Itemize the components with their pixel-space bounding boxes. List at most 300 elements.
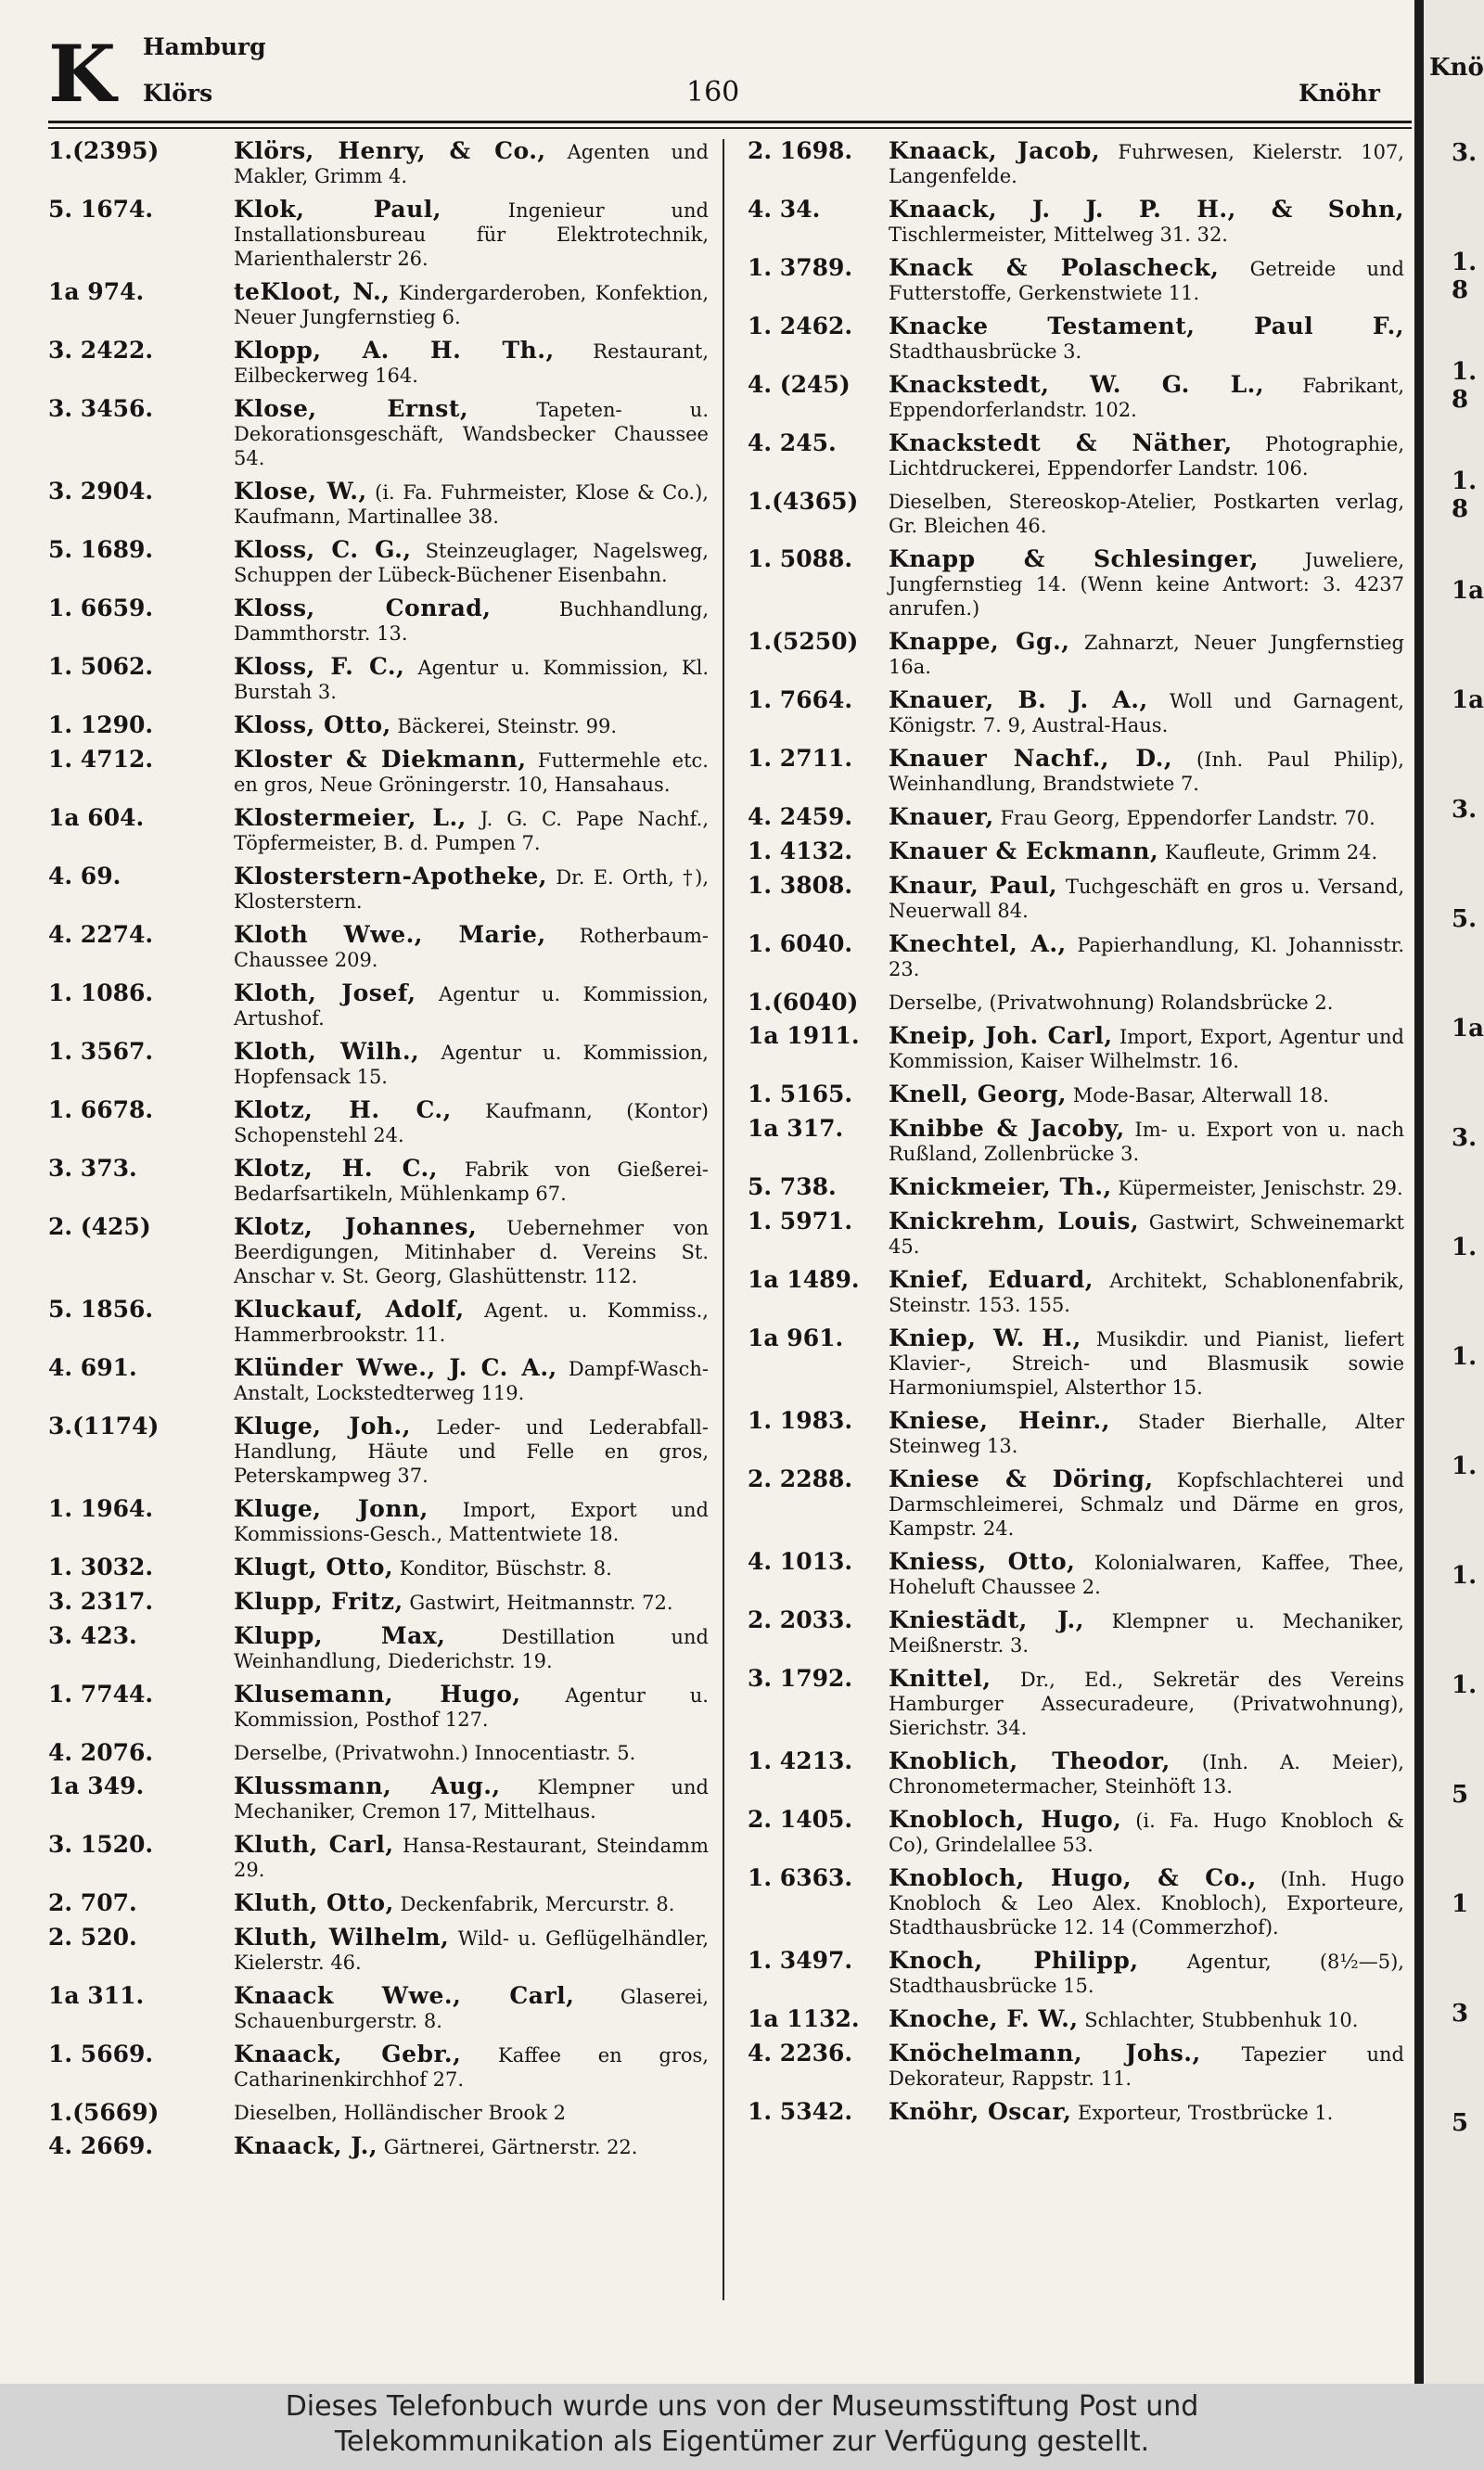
phone-number: 5. 738. (748, 1173, 837, 1200)
subscriber-name: Knobloch, Hugo, (889, 1806, 1122, 1833)
subscriber-name: teKloot, N., (234, 278, 390, 305)
directory-entry (48, 1356, 709, 1405)
phone-number: 1. 5971. (748, 1208, 853, 1235)
adjacent-page-heading: Knö (1429, 54, 1484, 82)
left-column (48, 139, 709, 2169)
directory-entry (48, 655, 709, 704)
subscriber-name: Kluth, Carl, (234, 1831, 394, 1858)
subscriber-name: Knacke Testament, Paul F., (889, 313, 1404, 339)
phone-number: 4. 691. (48, 1354, 137, 1381)
subscriber-details: Tischlermeister, Mittelweg 31. 32. (889, 224, 1228, 246)
phone-number: 4. 2076. (48, 1739, 154, 1766)
subscriber-details: Papierhandlung, Kl. Johannisstr. 23. (889, 934, 1404, 980)
subscriber-name: Knittel, (889, 1665, 991, 1692)
subscriber-details: Wild- u. Geflügelhändler, Kielerstr. 46. (234, 1927, 709, 1974)
phone-number: 1. 5062. (48, 653, 154, 680)
phone-number: 1. 5165. (748, 1081, 853, 1107)
subscriber-details: Klempner u. Mechaniker, Meißnerstr. 3. (889, 1610, 1404, 1657)
subscriber-name: Klostermeier, L., (234, 804, 467, 831)
phone-number: 1. 3808. (748, 872, 853, 899)
phone-number: 2. 1698. (748, 137, 853, 164)
phone-number: 1. 3497. (748, 1947, 853, 1974)
directory-entry (748, 991, 1404, 1015)
phone-number: 5. 1674. (48, 196, 154, 223)
subscriber-details: Musikdir. und Pianist, liefert Klavier-, Streich- und Blasmusik sowie Harmoniumspiel, Alsterthor 15. (889, 1328, 1404, 1399)
directory-entry (748, 1209, 1404, 1259)
adjacent-page-fragment-text: 5 (1452, 2109, 1469, 2137)
subscriber-details: Photographie, Lichtdruckerei, Eppendorfer Landstr. 106. (889, 433, 1404, 480)
subscriber-name: Kneip, Joh. Carl, (889, 1022, 1113, 1049)
subscriber-details: Dampf-Wasch-Anstalt, Lockstedterweg 119. (234, 1358, 709, 1404)
directory-entry (48, 596, 709, 646)
subscriber-name: Kloth, Wilh., (234, 1038, 420, 1065)
subscriber-name: Knoche, F. W., (889, 2005, 1079, 2032)
directory-entry (48, 538, 709, 587)
subscriber-details: Tapeten- u. Dekorationsgeschäft, Wandsbecker Chaussee 54. (234, 399, 709, 469)
directory-entry (748, 1550, 1404, 1599)
subscriber-details: Dieselben, Holländischer Brook 2 (234, 2102, 566, 2124)
last-entry-heading: Knöhr (1298, 80, 1380, 107)
subscriber-name: Klupp, Fritz, (234, 1588, 403, 1615)
subscriber-details: Uebernehmer von Beerdigungen, Mitinhaber d. Vereins St. Anschar v. St. Georg, Glashüttenstr. 112. (234, 1217, 709, 1287)
phone-number: 4. (245) (748, 371, 851, 398)
directory-entry (748, 1082, 1404, 1107)
phone-number: 5. 1689. (48, 536, 154, 563)
subscriber-details: Agent. u. Kommiss., Hammerbrookstr. 11. (234, 1299, 709, 1346)
subscriber-name: Klosterstern-Apotheke, (234, 863, 547, 889)
directory-entry (748, 431, 1404, 480)
phone-number: 1. 6678. (48, 1096, 154, 1123)
phone-number: 1. 4132. (748, 838, 853, 864)
adjacent-page-fragment-text: 1. (1452, 1453, 1478, 1480)
adjacent-page-fragment-text: 1. 8 (1452, 249, 1478, 304)
subscriber-details: Kindergarderoben, Konfektion, Neuer Jungfernstieg 6. (234, 282, 709, 328)
directory-entry (748, 139, 1404, 188)
phone-number: 5. 1856. (48, 1296, 154, 1323)
adjacent-page-fragment-text: 3. (1452, 1124, 1478, 1152)
phone-number: 1. 5669. (48, 2041, 154, 2067)
directory-entry (748, 1024, 1404, 1073)
phone-number: 1a 974. (48, 278, 145, 305)
subscriber-details: Agentur, (8½—5), Stadthausbrücke 15. (889, 1951, 1404, 1997)
subscriber-details: (Inh. Hugo Knobloch & Leo Alex. Knobloch), Exporteure, Stadthausbrücke 12. 14 (Commerzhof). (889, 1868, 1404, 1939)
directory-entry (48, 1414, 709, 1488)
phone-number: 2. (425) (48, 1213, 151, 1240)
subscriber-details: Agentur u. Kommission, Artushof. (234, 983, 709, 1030)
subscriber-details: (Inh. Paul Philip), Weinhandlung, Brandstwiete 7. (889, 749, 1404, 795)
subscriber-details: Gastwirt, Heitmannstr. 72. (409, 1592, 673, 1614)
subscriber-name: Kluge, Jonn, (234, 1495, 429, 1522)
subscriber-name: Knöchelmann, Johs., (889, 2040, 1201, 2067)
phone-number: 1. 1086. (48, 979, 154, 1006)
adjacent-page-fragment-text: 1. (1452, 1234, 1478, 1261)
directory-entry (748, 2100, 1404, 2125)
subscriber-details: Stadthausbrücke 3. (889, 340, 1082, 363)
adjacent-page-fragment-text: 1. (1452, 1562, 1478, 1590)
subscriber-name: Kluge, Joh., (234, 1413, 411, 1440)
subscriber-details: Tuchgeschäft en gros u. Versand, Neuerwall 84. (889, 876, 1404, 922)
adjacent-page-fragment-text: 1. 8 (1452, 467, 1478, 523)
subscriber-name: Knaack Wwe., Carl, (234, 1982, 575, 2009)
phone-number: 1. 3032. (48, 1554, 154, 1581)
subscriber-name: Knackstedt & Näther, (889, 429, 1233, 456)
subscriber-details: Frau Georg, Eppendorfer Landstr. 70. (1000, 807, 1375, 829)
phone-number: 1. 2711. (748, 745, 853, 772)
subscriber-name: Knibbe & Jacoby, (889, 1115, 1125, 1142)
phone-number: 1. 7744. (48, 1681, 154, 1708)
subscriber-details: (i. Fa. Hugo Knobloch & Co), Grindelallee 53. (889, 1810, 1404, 1856)
directory-entry (48, 280, 709, 329)
directory-entry (48, 1215, 709, 1288)
subscriber-name: Kluth, Otto, (234, 1889, 394, 1916)
adjacent-page-fragment-text: 3. (1452, 139, 1478, 167)
subscriber-details: Agentur u. Kommission, Hopfensack 15. (234, 1042, 709, 1088)
subscriber-name: Kniess, Otto, (889, 1548, 1076, 1575)
phone-number: 1. 1290. (48, 711, 154, 738)
directory-entry (48, 1926, 709, 1975)
subscriber-name: Klotz, H. C., (234, 1155, 438, 1182)
subscriber-name: Knoch, Philipp, (889, 1947, 1139, 1974)
directory-entry (748, 1949, 1404, 1998)
phone-number: 1. 3789. (748, 254, 853, 281)
subscriber-name: Kniese, Heinr., (889, 1407, 1110, 1434)
header-rule (48, 121, 1412, 123)
subscriber-details: Buchhandlung, Dammthorstr. 13. (234, 598, 709, 645)
phone-number: 1a 1132. (748, 2005, 860, 2032)
subscriber-details: Juweliere, Jungfernstieg 14. (Wenn keine Antwort: 3. 4237 anrufen.) (889, 549, 1404, 620)
column-divider (723, 139, 724, 2300)
subscriber-details: Import, Export und Kommissions-Gesch., Mattentwiete 18. (234, 1499, 709, 1545)
directory-entry (48, 2101, 709, 2125)
subscriber-details: Dr., Ed., Sekretär des Vereins Hamburger Assecuradeure, (Privatwohnung), Sierichstr. 34. (889, 1669, 1404, 1739)
directory-entry (48, 981, 709, 1030)
subscriber-name: Klok, Paul, (234, 196, 441, 223)
phone-number: 1a 961. (748, 1325, 844, 1351)
directory-entry (748, 2007, 1404, 2032)
subscriber-details: Agentur u. Kommission, Posthof 127. (234, 1684, 709, 1731)
phone-number: 2. 2033. (748, 1606, 853, 1633)
phone-number: 1. 2462. (748, 313, 853, 339)
directory-entry (748, 688, 1404, 737)
directory-entry (48, 1590, 709, 1615)
adjacent-page-fragment-text: 5 (1452, 1781, 1469, 1809)
directory-entry (48, 1157, 709, 1206)
phone-number: 1. 5342. (748, 2098, 853, 2125)
directory-entry (748, 373, 1404, 422)
subscriber-details: Agenten und Makler, Grimm 4. (234, 141, 709, 187)
subscriber-details: Dieselben, Stereoskop-Atelier, Postkarten verlag, Gr. Bleichen 46. (889, 491, 1404, 537)
subscriber-details: Kolonialwaren, Kaffee, Thee, Hoheluft Chaussee 2. (889, 1552, 1404, 1598)
phone-number: 4. 245. (748, 429, 837, 456)
subscriber-details: Futtermehle etc. en gros, Neue Gröningerstr. 10, Hansahaus. (234, 749, 709, 796)
subscriber-name: Kloth Wwe., Marie, (234, 921, 546, 948)
adjacent-page-fragment-text: 3. (1452, 796, 1478, 824)
phone-number: 3. 2904. (48, 478, 154, 505)
subscriber-name: Knaack, J., (234, 2132, 378, 2159)
subscriber-details: Ingenieur und Installationsbureau für Elektrotechnik, Marienthalerstr 26. (234, 199, 709, 270)
first-entry-heading: Klörs (143, 80, 213, 107)
subscriber-details: Zahnarzt, Neuer Jungfernstieg 16a. (889, 632, 1404, 678)
directory-entry (748, 490, 1404, 538)
directory-entry (48, 864, 709, 914)
phone-number: 1a 349. (48, 1773, 145, 1799)
adjacent-page-fragment-text: 1 (1452, 1890, 1469, 1918)
directory-entry (748, 1409, 1404, 1458)
subscriber-details: Kaufmann, (Kontor) Schopenstehl 24. (234, 1100, 709, 1146)
subscriber-details: Dr. E. Orth, †), Klosterstern. (234, 866, 709, 913)
directory-entry (48, 198, 709, 271)
subscriber-details: Küpermeister, Jenischstr. 29. (1118, 1177, 1403, 1199)
subscriber-details: Gastwirt, Schweinemarkt 45. (889, 1211, 1404, 1258)
subscriber-name: Knell, Georg, (889, 1081, 1067, 1107)
directory-entry (48, 923, 709, 972)
phone-number: 4. 2236. (748, 2040, 853, 2067)
phone-number: 3.(1174) (48, 1413, 160, 1440)
header-rule-thin (48, 127, 1412, 129)
subscriber-details: Import, Export, Agentur und Kommission, Kaiser Wilhelmstr. 16. (889, 1026, 1404, 1072)
directory-entry (748, 1808, 1404, 1857)
phone-number: 1. 1983. (748, 1407, 853, 1434)
directory-entry (48, 1555, 709, 1581)
adjacent-page-fragment-text: 1. (1452, 1343, 1478, 1371)
directory-entry (48, 397, 709, 470)
phone-number: 1.(6040) (748, 989, 859, 1016)
section-letter: K (48, 28, 117, 120)
directory-entry (48, 1741, 709, 1765)
subscriber-name: Knief, Eduard, (889, 1266, 1094, 1293)
directory-entry (748, 2041, 1404, 2091)
subscriber-name: Kloss, Otto, (234, 711, 391, 738)
subscriber-name: Kloster & Diekmann, (234, 746, 527, 773)
footer-line-1: Dieses Telefonbuch wurde uns von der Museumsstiftung Post und (285, 2390, 1199, 2423)
directory-entry (748, 256, 1404, 305)
page-edge (1414, 0, 1424, 2384)
subscriber-name: Knoblich, Theodor, (889, 1747, 1171, 1774)
directory-entry (48, 1497, 709, 1546)
directory-entry (48, 1891, 709, 1916)
phone-number: 2. 1405. (748, 1806, 853, 1833)
subscriber-name: Knechtel, A., (889, 930, 1067, 957)
subscriber-details: Kaffee en gros, Catharinenkirchhof 27. (234, 2044, 709, 2091)
directory-entry (48, 1984, 709, 2033)
subscriber-name: Knauer, B. J. A., (889, 686, 1148, 713)
subscriber-name: Knöhr, Oscar, (889, 2098, 1072, 2125)
directory-entry (48, 2042, 709, 2092)
subscriber-details: (Inh. A. Meier), Chronometermacher, Steinhöft 13. (889, 1751, 1404, 1798)
subscriber-details: Woll und Garnagent, Königstr. 7. 9, Austral-Haus. (889, 690, 1404, 736)
phone-number: 3. 1520. (48, 1831, 154, 1858)
directory-entry (748, 1667, 1404, 1740)
directory-entry (748, 839, 1404, 864)
subscriber-details: Destillation und Weinhandlung, Diederichstr. 19. (234, 1626, 709, 1672)
subscriber-name: Klusemann, Hugo, (234, 1681, 521, 1708)
directory-entry (748, 1467, 1404, 1541)
subscriber-details: Schlachter, Stubbenhuk 10. (1084, 2009, 1359, 2031)
subscriber-name: Knapp & Schlesinger, (889, 545, 1259, 572)
phone-number: 1a 317. (748, 1115, 844, 1142)
subscriber-name: Kniep, W. H., (889, 1325, 1081, 1351)
subscriber-name: Klotz, Johannes, (234, 1213, 478, 1240)
subscriber-details: Restaurant, Eilbeckerweg 164. (234, 340, 709, 387)
directory-entry (748, 1749, 1404, 1798)
phone-number: 2. 707. (48, 1889, 137, 1916)
phone-number: 1. 4712. (48, 746, 154, 773)
directory-entry (748, 1117, 1404, 1166)
subscriber-details: J. G. C. Pape Nachf., Töpfermeister, B. d. Pumpen 7. (234, 808, 709, 854)
directory-entry (48, 339, 709, 388)
phone-number: 1. 6040. (748, 930, 853, 957)
subscriber-details: Rotherbaum-Chaussee 209. (234, 925, 709, 971)
phone-number: 4. 2459. (748, 803, 853, 830)
subscriber-name: Knauer Nachf., D., (889, 745, 1173, 772)
adjacent-page-fragment-text: 5. (1452, 905, 1478, 933)
subscriber-name: Knack & Polascheck, (889, 254, 1220, 281)
phone-number: 1a 604. (48, 804, 145, 831)
subscriber-name: Knaack, J. J. P. H., & Sohn, (889, 196, 1404, 223)
subscriber-details: Leder- und Lederabfall-Handlung, Häute und Felle en gros, Peterskampweg 37. (234, 1416, 709, 1487)
footer-line-2: Telekommunikation als Eigentümer zur Verfügung gestellt. (334, 2425, 1150, 2458)
subscriber-name: Klörs, Henry, & Co., (234, 137, 546, 164)
subscriber-details: Kopfschlachterei und Darmschleimerei, Schmalz und Därme en gros, Kampstr. 24. (889, 1469, 1404, 1540)
phone-number: 1a 1489. (748, 1266, 860, 1293)
directory-entry (48, 713, 709, 738)
subscriber-name: Klupp, Max, (234, 1622, 446, 1649)
directory-entry (748, 547, 1404, 621)
subscriber-name: Kloss, F. C., (234, 653, 405, 680)
adjacent-page-fragment-text: 1a (1452, 577, 1484, 605)
subscriber-name: Kluth, Wilhelm, (234, 1924, 450, 1951)
page-number: 160 (686, 76, 740, 109)
subscriber-name: Klotz, H. C., (234, 1096, 452, 1123)
subscriber-details: Konditor, Büschstr. 8. (399, 1557, 612, 1580)
directory-entry (48, 1833, 709, 1882)
phone-number: 4. 2274. (48, 921, 154, 948)
subscriber-name: Knobloch, Hugo, & Co., (889, 1864, 1257, 1891)
subscriber-details: Fabrik von Gießerei-Bedarfsartikeln, Mühlenkamp 67. (234, 1158, 710, 1205)
phone-number: 2. 520. (48, 1924, 137, 1951)
subscriber-details: Gärtnerei, Gärtnerstr. 22. (383, 2136, 638, 2158)
subscriber-name: Knauer & Eckmann, (889, 838, 1159, 864)
directory-entry (748, 198, 1404, 247)
directory-entry (48, 139, 709, 188)
phone-number: 1. 1964. (48, 1495, 154, 1522)
subscriber-name: Kloss, C. G., (234, 536, 412, 563)
subscriber-details: Im- u. Export von u. nach Rußland, Zollenbrücke 3. (889, 1119, 1404, 1165)
phone-number: 1.(2395) (48, 137, 160, 164)
phone-number: 1. 6659. (48, 595, 154, 621)
subscriber-name: Knauer, (889, 803, 994, 830)
directory-entry (48, 1298, 709, 1347)
phone-number: 3. 423. (48, 1622, 137, 1649)
subscriber-name: Knaack, Jacob, (889, 137, 1101, 164)
adjacent-page-fragment (1424, 0, 1484, 2384)
subscriber-details: Getreide und Futterstoffe, Gerkenstwiete 11. (889, 258, 1404, 304)
phone-number: 1. 4213. (748, 1747, 853, 1774)
directory-entry (48, 1774, 709, 1824)
directory-entry (48, 748, 709, 797)
adjacent-page-fragment-text: 1. 8 (1452, 358, 1478, 414)
directory-entry (48, 1040, 709, 1089)
directory-entry (48, 806, 709, 855)
subscriber-details: Fuhrwesen, Kielerstr. 107, Langenfelde. (889, 141, 1404, 187)
subscriber-details: Klempner und Mechaniker, Cremon 17, Mittelhaus. (234, 1776, 709, 1823)
subscriber-details: (i. Fa. Fuhrmeister, Klose & Co.), Kaufmann, Martinallee 38. (234, 481, 709, 528)
subscriber-details: Bäckerei, Steinstr. 99. (397, 715, 617, 737)
directory-entry (748, 1326, 1404, 1400)
directory-entry (748, 1268, 1404, 1317)
subscriber-details: Stader Bierhalle, Alter Steinweg 13. (889, 1411, 1404, 1457)
phone-number: 3. 1792. (748, 1665, 853, 1692)
subscriber-name: Kloss, Conrad, (234, 595, 492, 621)
subscriber-details: Fabrikant, Eppendorferlandstr. 102. (889, 375, 1404, 421)
subscriber-name: Knaur, Paul, (889, 872, 1058, 899)
directory-entry (748, 1866, 1404, 1939)
subscriber-name: Klose, Ernst, (234, 395, 469, 422)
phone-number: 1.(5669) (48, 2099, 160, 2126)
subscriber-name: Kluckauf, Adolf, (234, 1296, 465, 1323)
phone-number: 3. 2422. (48, 337, 154, 364)
subscriber-details: Mode-Basar, Alterwall 18. (1072, 1084, 1329, 1107)
phone-number: 2. 2288. (748, 1465, 853, 1492)
subscriber-name: Klopp, A. H. Th., (234, 337, 555, 364)
footer-notice (0, 2384, 1484, 2470)
subscriber-name: Kniese & Döring, (889, 1465, 1154, 1492)
subscriber-name: Klugt, Otto, (234, 1554, 394, 1581)
subscriber-name: Knickrehm, Louis, (889, 1208, 1140, 1235)
phone-number: 4. 1013. (748, 1548, 853, 1575)
directory-entry (48, 1098, 709, 1147)
city-heading: Hamburg (143, 33, 266, 60)
directory-entry (748, 630, 1404, 679)
phone-number: 1a 311. (48, 1982, 145, 2009)
phone-number: 1. 5088. (748, 545, 853, 572)
directory-entry (748, 932, 1404, 981)
phone-number: 1. 3567. (48, 1038, 154, 1065)
phone-number: 1. 6363. (748, 1864, 853, 1891)
phone-number: 3. 2317. (48, 1588, 154, 1615)
directory-entry (48, 1624, 709, 1673)
directory-entry (748, 1175, 1404, 1200)
subscriber-name: Kloth, Josef, (234, 979, 416, 1006)
subscriber-name: Knaack, Gebr., (234, 2041, 462, 2067)
adjacent-page-fragment-text: 1. (1452, 1671, 1478, 1699)
subscriber-name: Knackstedt, W. G. L., (889, 371, 1265, 398)
directory-entry (48, 2134, 709, 2159)
subscriber-name: Klose, W., (234, 478, 367, 505)
subscriber-details: Steinzeuglager, Nagelsweg, Schuppen der Lübeck-Büchener Eisenbahn. (234, 540, 709, 586)
phone-number: 1a 1911. (748, 1022, 860, 1049)
subscriber-details: Glaserei, Schauenburgerstr. 8. (234, 1986, 709, 2032)
subscriber-details: Deckenfabrik, Mercurstr. 8. (400, 1893, 675, 1915)
subscriber-details: Derselbe, (Privatwohnung) Rolandsbrücke 2. (889, 992, 1334, 1014)
phone-number: 4. 2669. (48, 2132, 154, 2159)
subscriber-details: Kaufleute, Grimm 24. (1164, 841, 1378, 864)
directory-entry (48, 1683, 709, 1732)
adjacent-page-fragment-text: 1a (1452, 686, 1484, 714)
directory-entry (48, 480, 709, 529)
directory-entry (748, 805, 1404, 830)
right-column (748, 139, 1404, 2134)
directory-entry (748, 747, 1404, 796)
subscriber-details: Derselbe, (Privatwohn.) Innocentiastr. 5. (234, 1742, 636, 1764)
subscriber-name: Kniestädt, J., (889, 1606, 1084, 1633)
adjacent-page-fragment-text: 1a (1452, 1015, 1484, 1043)
phone-number: 1.(4365) (748, 488, 859, 515)
subscriber-details: Agentur u. Kommission, Kl. Burstah 3. (234, 657, 710, 703)
directory-entry (748, 1608, 1404, 1657)
subscriber-name: Knickmeier, Th., (889, 1173, 1112, 1200)
subscriber-name: Klussmann, Aug., (234, 1773, 501, 1799)
